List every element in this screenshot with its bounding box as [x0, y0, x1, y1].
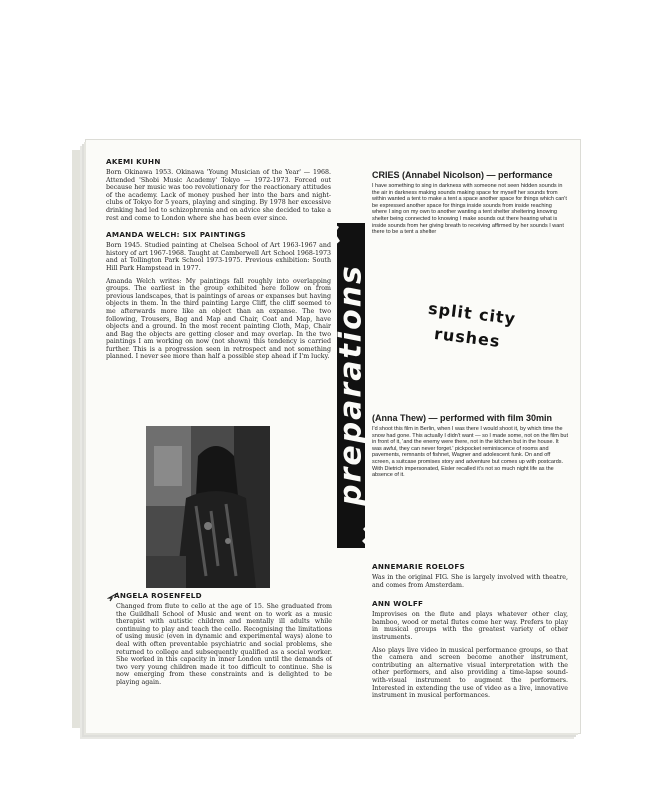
- anna-text: I'd shoot this film in Berlin, when I was there I would shoot it, by which time the snow had gone. This actually I didn't want — so I made some, not on the film but in front of it, 'and the enemy were there, not in the kitchen but in the house. It was awful, they can never forget.' pickpocket reminiscence of rooms and pavements, remnants of fishnet, Wagner and adolescent funk. On and off screen, a suitcase promises story and adventure but comes up with postcards. With Dietrich impersonated, Eisler recalled it's not so much night life as the absence of it.: [372, 426, 568, 479]
- cries-text: I have something to sing in darkness with someone not seen hidden sounds in the air in darkness making sounds making space for myself her sounds from within wanted a tent to make a tent a space another space for things which can't be expressed another space for things inside sounds from inside reaching where I sing on my own to another wanting a tent shelter sheltering knowing shelter being connected to knowing I make sounds out there hearing what is inside sounds from her giving breath to receiving affirmed by her sounds I want there to be a tent a shelter: [372, 183, 567, 236]
- cries-heading: CRIES (Annabel Nicolson) — performance: [372, 170, 553, 180]
- vertical-title: preparations: [333, 264, 369, 506]
- vertical-banner: [333, 223, 369, 548]
- angela-bio: Changed from flute to cello at the age of 15. She graduated from the Guildhall School of Music and went on to work as a music therapist with autistic children and mentally ill adults while continuing to play and teach the cello. Recognising the limitations of using music (even in dynamic and experimental ways) alone to deal with often preventable psychiatric and social problems, she returned to college and subsequently qualified as a social worker. She worked in this capacity in inner London until the demands of two very young children made it too difficult to continue. She is now emerging from these constraints and is delighted to be playing again.: [116, 603, 332, 686]
- left-column: [106, 157, 331, 366]
- portrait-photo: [146, 426, 270, 588]
- annemarie-bio: Was in the original FIG. She is largely involved with theatre, and comes from Amsterdam.: [372, 574, 568, 589]
- ann-bio-2: Also plays live video in musical performance groups, so that the camera and screen become another instrument, contributing an alternative visual interpretation with the other performers, and also providing a time-lapse sound-with-visual instrument to augment the performers. Interested in extending the use of video as a live, innovative instrument in musical performances.: [372, 646, 568, 700]
- anna-section: [372, 413, 568, 479]
- amanda-statement: Amanda Welch writes: My paintings fall roughly into overlapping groups. The earliest in the group exhibited here follow on from previous landscapes, that is paintings of areas or expanses but having objects in them. In the third painting Large Cliff, the cliff seemed to me afterwards more like an object than an expanse. The two following, Trousers, Bag and Map and Chair, Coat and Map, have objects and a ground. In the most recent painting Cloth, Map, Chair and Bag the objects are getting closer and may overlap. In the two paintings I am working on now (not shown) this tendency is carried further. This is a progression seen in retrospect and not something planned. I never see more than half a possible step ahead if I'm lucky.: [106, 277, 331, 361]
- angela-section: [114, 591, 332, 692]
- akemi-bio: Born Okinawa 1953. Okinawa 'Young Musician of the Year' — 1968. Attended 'Shobi Music Academy' Tokyo — 1972-1973. Forced out because her music was too revolutionary for the reactionary attitudes of the academy. Lack of money pushed her into the bars and night-clubs of Tokyo for 5 years, playing and singing. By 1978 her excessive drinking had led to schizophrenia and on advice she decided to take a rest and come to London where she has been ever since.: [106, 169, 331, 222]
- angela-heading: ANGELA ROSENFELD: [114, 591, 202, 600]
- paper-edge-back: [72, 150, 86, 728]
- ann-heading: ANN WOLFF: [372, 599, 424, 609]
- annemarie-heading: ANNEMARIE ROELOFS: [372, 562, 466, 571]
- ann-bio-1: Improvises on the flute and plays whatever other clay, bamboo, wood or metal flutes come her way. Prefers to play in musical groups with the greatest variety of other instruments.: [372, 611, 568, 641]
- split-line-2: rushes: [433, 324, 502, 351]
- amanda-heading: AMANDA WELCH: SIX PAINTINGS: [106, 230, 246, 240]
- portrait-image: [146, 426, 270, 588]
- right-column-bottom: [372, 562, 568, 705]
- paper-edge-bottom: [80, 733, 576, 737]
- amanda-bio: Born 1945. Studied painting at Chelsea School of Art 1963-1967 and history of art 1967-1968. Taught at Camberwell Art School 1968-1973 and at Tollington Park School 1973-1975. Previous exhibition: South Hill Park Hampstead in 1977.: [106, 242, 331, 272]
- akemi-heading: AKEMI KUHN: [106, 157, 161, 166]
- split-line-1: split city: [427, 298, 518, 329]
- split-city-rushes-stamp: [420, 300, 540, 362]
- anna-heading: (Anna Thew) — performed with film 30min: [372, 413, 553, 423]
- right-column-top: [372, 170, 568, 236]
